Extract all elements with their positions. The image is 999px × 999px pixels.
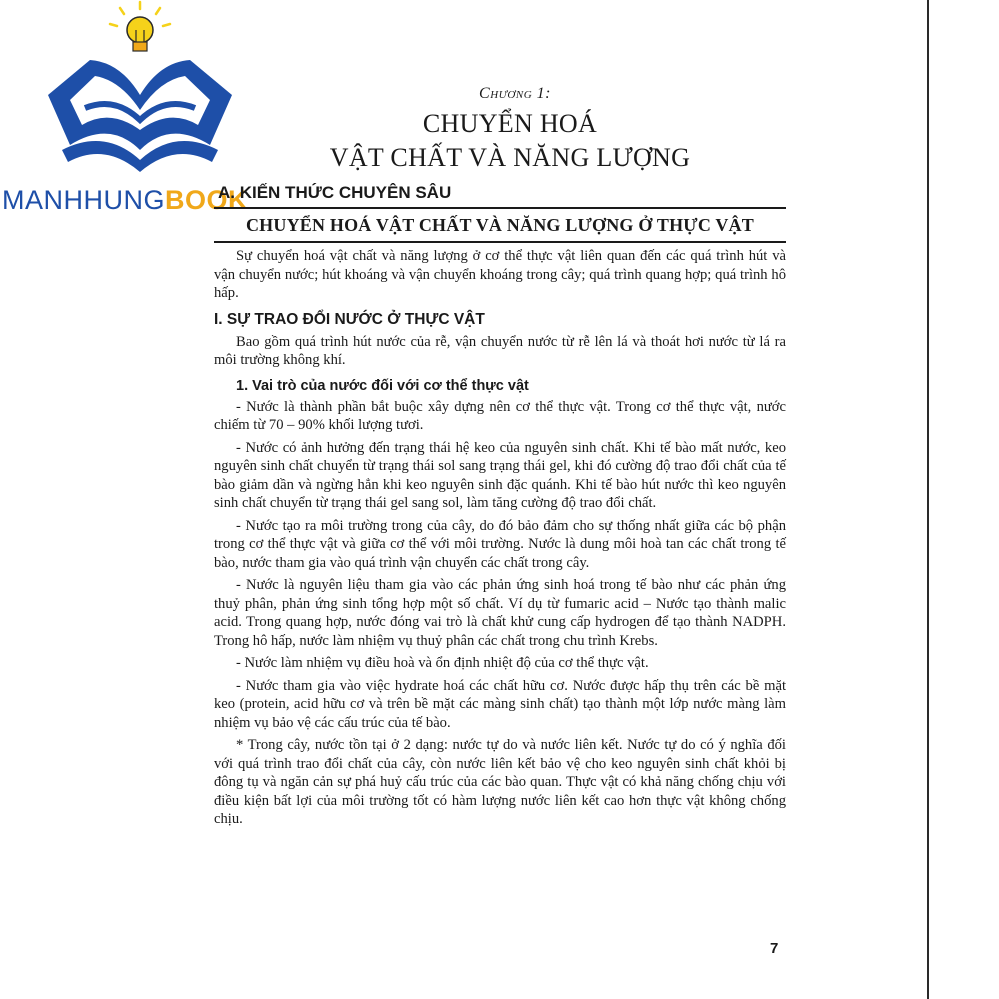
chapter-title-line-2: VẬT CHẤT VÀ NĂNG LƯỢNG [329,143,691,172]
logo-brand-text [2,185,248,216]
intro-paragraph: Sự chuyển hoá vật chất và năng lượng ở cơ thể thực vật liên quan đến các quá trình hút và vận chuyển nước; hút khoáng và vận chuyển khoáng trong cây; quá trình quang hợp; quá trình hô hấp. [214,248,786,301]
chapter-title [234,107,786,175]
paragraph: - Nước tạo ra môi trường trong của cây, do đó bảo đảm cho sự thống nhất giữa các bộ phận trong cơ thể thực vật và giữa cơ thể với môi trường. Nước là dung môi hoà tan các chất trong tế bào, nước tham gia vào quá trình vận chuyển các chất trong cây. [214,517,786,571]
paragraph: - Nước tham gia vào việc hydrate hoá các chất hữu cơ. Nước được hấp thụ trên các bề mặt keo (protein, acid hữu cơ và trên bề mặt các màng sinh chất) tạo thành một lớp nước màng làm nhiệm vụ bảo vệ các cấu trúc của tế bào. [214,677,786,731]
paragraph: - Nước có ảnh hưởng đến trạng thái hệ keo của nguyên sinh chất. Khi tế bào mất nước, keo nguyên sinh chất chuyển từ trạng thái sol sang trạng thái gel, khi đó cường độ trao đổi chất của tế bào giảm dần và ngừng hẳn khi keo nguyên sinh đặc quánh. Khi tế bào hút nước thì keo nguyên sinh chất chuyển từ trạng thái gel sang sol, làm tăng cường độ trao đổi chất. [214,439,786,511]
document-page [214,85,786,829]
paragraph-i: Bao gồm quá trình hút nước của rễ, vận chuyển nước từ rễ lên lá và thoát hơi nước từ lá ra môi trường không khí. [214,333,786,368]
heading-1: 1. Vai trò của nước đối với cơ thể thực vật [236,377,529,394]
paragraph: * Trong cây, nước tồn tại ở 2 dạng: nước tự do và nước liên kết. Nước tự do có ý nghĩa đối với quá trình trao đổi chất của cây, còn nước liên kết bảo vệ cho keo nguyên sinh chất khỏi bị đông tụ và ngăn cản sự phá huỷ cấu trúc của các bào quan. Thực vật có khả năng chống chịu với điều kiện bất lợi của môi trường tốt có hàm lượng nước liên kết cao hơn thực vật không chống chịu. [214,737,786,827]
heading-i: I. SỰ TRAO ĐỔI NƯỚC Ở THỰC VẬT [214,310,485,328]
section-title: CHUYỂN HOÁ VẬT CHẤT VÀ NĂNG LƯỢNG Ở THỰC VẬT [214,209,786,243]
section-a-heading: A. KIẾN THỨC CHUYÊN SÂU [214,183,786,209]
chapter-label: Chương 1: [479,85,551,102]
chapter-title-line-1: CHUYỂN HOÁ [422,109,598,138]
logo-brand-main: MANHHUNG [2,185,165,215]
page-right-border [927,0,929,999]
page-number: 7 [770,940,779,957]
logo-brand-accent: BOOK [165,185,248,215]
book-with-lightbulb-icon [40,0,240,180]
paragraph: - Nước là thành phần bắt buộc xây dựng nên cơ thể thực vật. Trong cơ thể thực vật, nước chiếm từ 70 – 90% khối lượng tươi. [214,398,786,433]
paragraph: - Nước làm nhiệm vụ điều hoà và ổn định nhiệt độ của cơ thể thực vật. [236,655,649,671]
paragraph: - Nước là nguyên liệu tham gia vào các phản ứng sinh hoá trong tế bào như các phản ứng thuỷ phân, phản ứng sinh tổng hợp một số chất. Ví dụ từ fumaric acid – Nước tạo thành malic acid. Trong quang hợp, nước đóng vai trò là chất khử cung cấp hydrogen để tạo thành NADPH. Trong hô hấp, nước làm nhiệm vụ thuỷ phân các chất trong chu trình Krebs. [214,577,786,649]
